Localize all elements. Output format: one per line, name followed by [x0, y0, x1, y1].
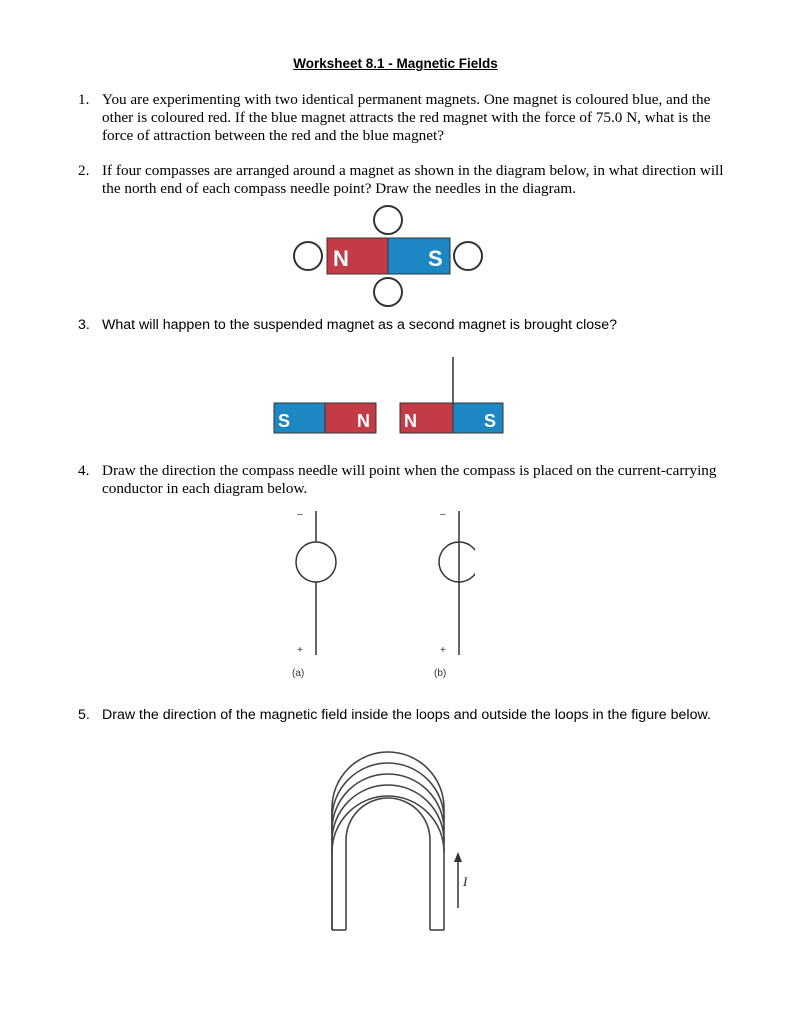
- label-b: (b): [434, 668, 447, 679]
- question-number: 2.: [78, 162, 90, 179]
- question-text: If four compasses are arranged around a magnet as shown in the diagram below, in what direction will the north end of each compass needle point? Draw the needles in the diagram.: [102, 162, 724, 197]
- label-s: S: [484, 411, 497, 431]
- question-5: [78, 706, 738, 724]
- question-text: Draw the direction of the magnetic field inside the loops and outside the loops in the figure below.: [102, 707, 711, 723]
- current-arrow-head: [454, 852, 462, 862]
- compass-bottom[interactable]: [374, 278, 402, 306]
- label-n: N: [357, 411, 370, 431]
- coil-inner-loop: [346, 798, 430, 930]
- north-label: N: [333, 246, 349, 271]
- current-label: I: [463, 874, 468, 889]
- question-number: 3.: [78, 317, 90, 333]
- south-label: S: [428, 246, 443, 271]
- minus-sign: –: [440, 509, 446, 520]
- question-number: 5.: [78, 707, 90, 723]
- plus-sign: +: [297, 645, 303, 656]
- question-1: [78, 91, 738, 145]
- question-text: What will happen to the suspended magnet as a second magnet is brought close?: [102, 317, 618, 333]
- worksheet-title: Worksheet 8.1 - Magnetic Fields: [293, 56, 498, 71]
- coil-diagram: [320, 740, 480, 940]
- label-a: (a): [292, 668, 305, 679]
- question-3: [78, 316, 738, 334]
- compass-right[interactable]: [454, 242, 482, 270]
- question-number: 1.: [78, 91, 90, 108]
- minus-sign: –: [297, 509, 303, 520]
- suspended-magnet-diagram: [272, 355, 507, 437]
- question-2: [78, 162, 738, 198]
- question-text: Draw the direction the compass needle will point when the compass is placed on the current-carrying conductor in each diagram below.: [102, 462, 717, 497]
- label-s: S: [278, 411, 291, 431]
- compass-b[interactable]: [439, 542, 475, 582]
- conductor-compass-diagram: [285, 505, 475, 685]
- question-text: You are experimenting with two identical permanent magnets. One magnet is coloured blue, and the other is coloured red. If the blue magnet attracts the red magnet with the force of 75.0 N, what is the force of attraction between the red and the blue magnet?: [102, 91, 711, 144]
- question-number: 4.: [78, 462, 90, 479]
- magnet-compass-diagram: [285, 200, 495, 312]
- diagram-a: [292, 509, 336, 679]
- compass-a[interactable]: [296, 542, 336, 582]
- diagram-b: [434, 509, 475, 679]
- compass-top[interactable]: [374, 206, 402, 234]
- compass-left[interactable]: [294, 242, 322, 270]
- question-4: [78, 462, 738, 498]
- label-n: N: [404, 411, 417, 431]
- plus-sign: +: [440, 645, 446, 656]
